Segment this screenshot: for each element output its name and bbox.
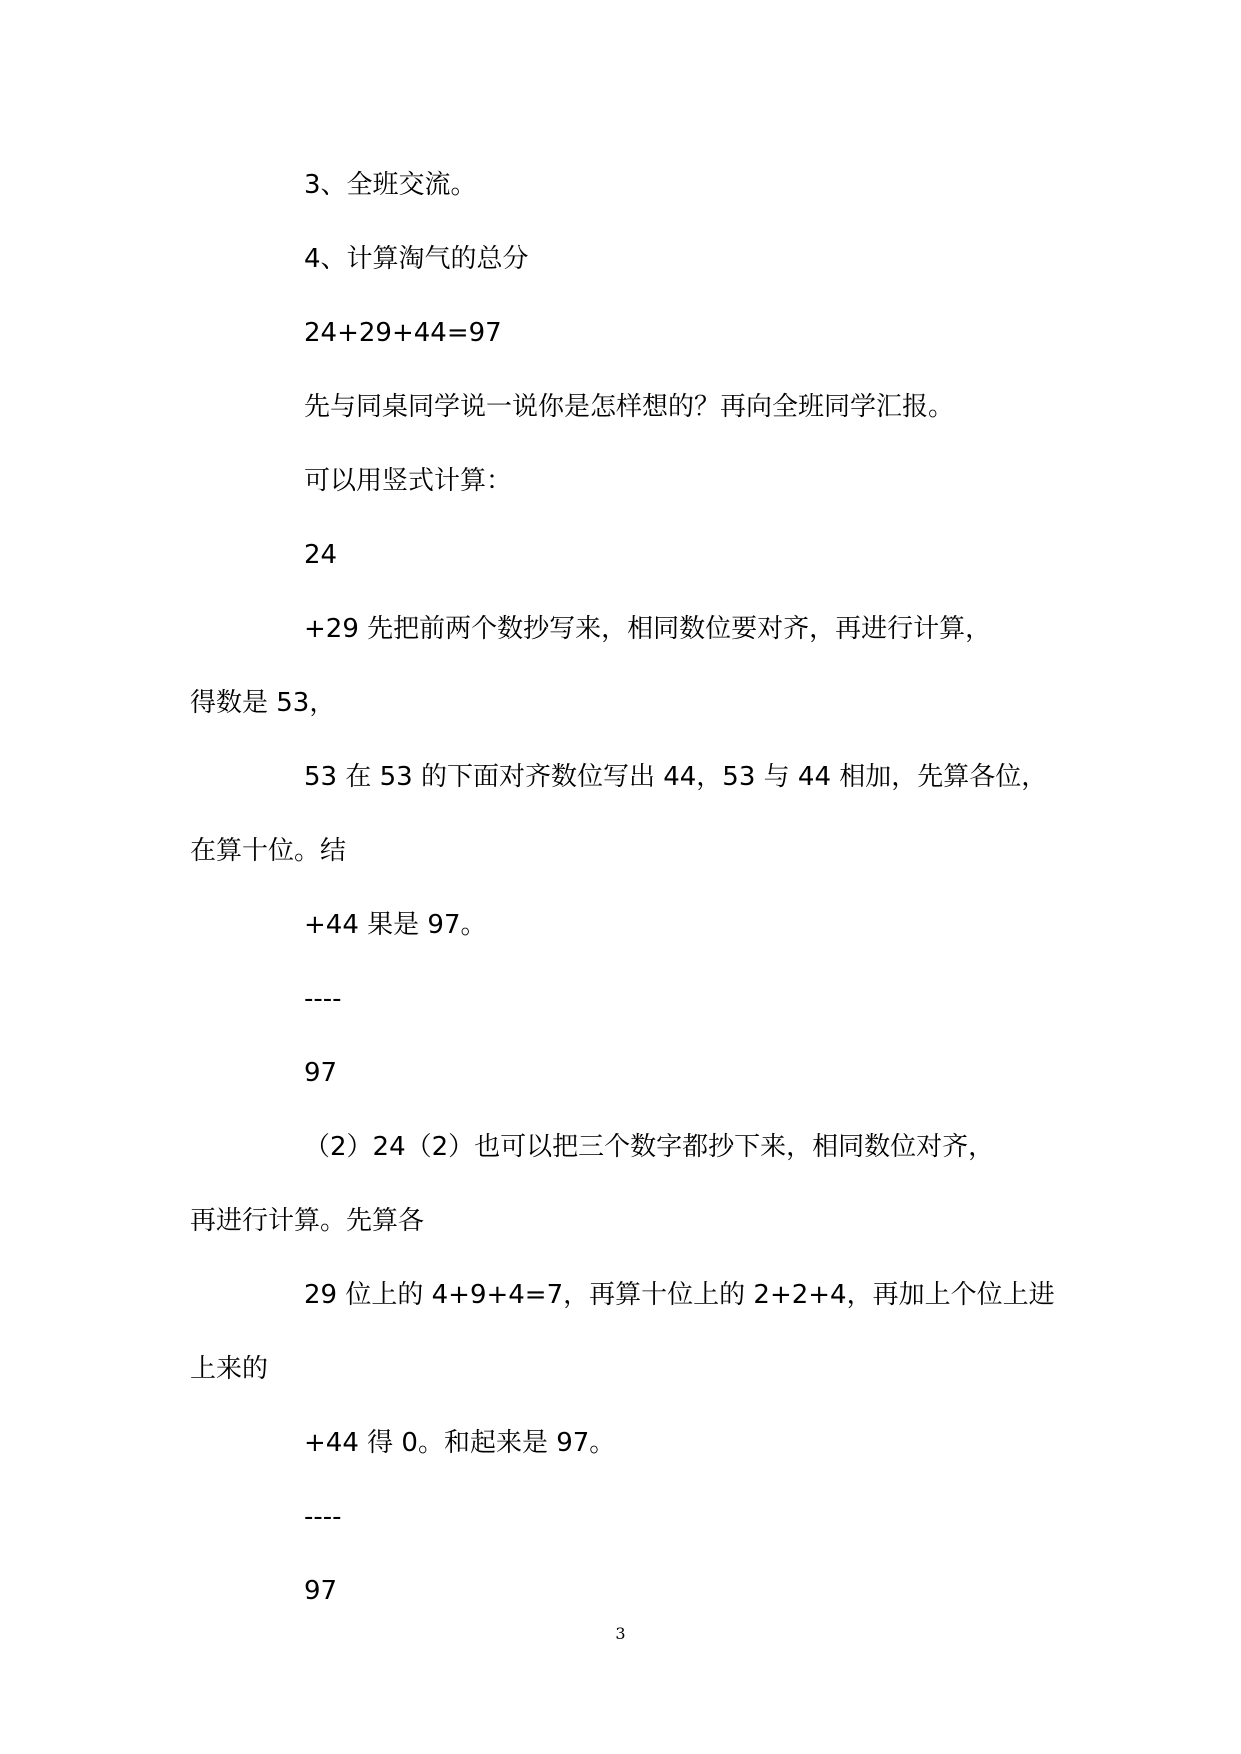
text-line: 53 在 53 的下面对齐数位写出 44，53 与 44 相加，先算各位， <box>304 762 1048 792</box>
text-line: 先与同桌同学说一说你是怎样想的？再向全班同学汇报。 <box>304 392 955 422</box>
text-line: +44 得 0。和起来是 97。 <box>304 1428 616 1458</box>
text-line: ---- <box>304 1502 342 1532</box>
text-line: 97 <box>304 1058 338 1088</box>
text-line: 3、全班交流。 <box>304 170 477 200</box>
text-line: 再进行计算。先算各 <box>190 1206 425 1236</box>
text-line: 4、计算淘气的总分 <box>304 244 529 274</box>
text-line: +44 果是 97。 <box>304 910 487 940</box>
text-line: 24 <box>304 540 338 570</box>
text-line: 得数是 53， <box>190 688 336 718</box>
text-line: 29 位上的 4+9+4=7，再算十位上的 2+2+4，再加上个位上进 <box>304 1280 1055 1310</box>
text-line: 上来的 <box>190 1354 269 1384</box>
text-line: 97 <box>304 1576 338 1606</box>
text-line: ---- <box>304 984 342 1014</box>
text-line: （2）24（2）也可以把三个数字都抄下来，相同数位对齐， <box>304 1132 995 1162</box>
page-number: 3 <box>615 1624 626 1643</box>
text-line: 在算十位。结 <box>190 836 347 866</box>
text-line: +29 先把前两个数抄写来，相同数位要对齐，再进行计算， <box>304 614 992 644</box>
document-body <box>190 148 1070 1628</box>
text-line: 可以用竖式计算： <box>304 466 513 496</box>
text-line: 24+29+44=97 <box>304 318 502 348</box>
